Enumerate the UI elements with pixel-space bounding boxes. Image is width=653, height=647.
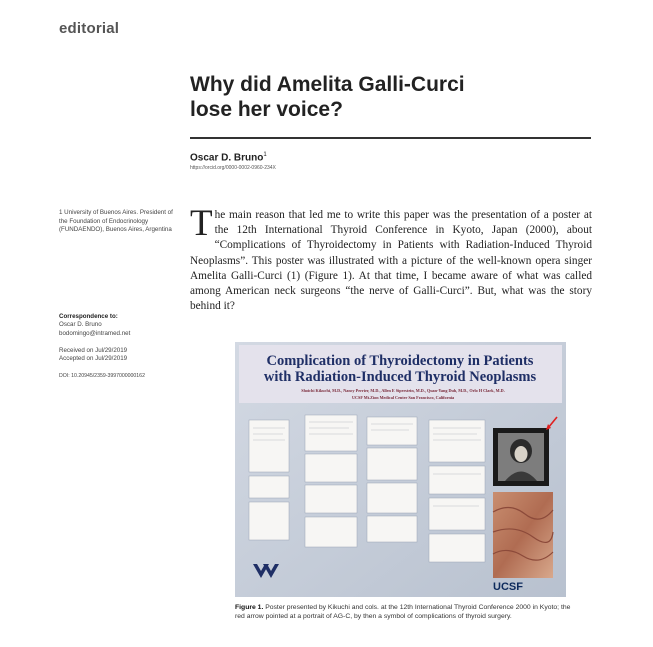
title-line-1: Why did Amelita Galli-Curci xyxy=(190,73,465,96)
affiliation: 1 University of Buenos Aires. President of the Foundation of Endocrinology (FUNDAENDO), Buenos Aires, Argentina xyxy=(59,209,173,234)
poster-panel xyxy=(305,454,357,482)
dates-block xyxy=(59,347,184,364)
title-line-2: lose her voice? xyxy=(190,98,343,121)
poster-panel xyxy=(429,420,485,462)
drop-cap: T xyxy=(190,203,213,244)
correspondence-block xyxy=(59,313,184,338)
poster-panel xyxy=(305,517,357,547)
poster-title-line-1: Complication of Thyroidectomy in Patients xyxy=(266,353,534,369)
poster-panel xyxy=(429,466,485,494)
poster-panel xyxy=(429,498,485,530)
author-text: Oscar D. Bruno xyxy=(190,152,264,164)
ucsf-logo: UCSF xyxy=(493,581,523,593)
poster-affiliation: UCSF Mt.Zion Medical Center San Francisco, California xyxy=(351,395,455,400)
poster-panel xyxy=(429,534,485,562)
surgery-photo xyxy=(493,492,553,578)
figure-caption xyxy=(235,603,571,621)
poster-panel xyxy=(305,485,357,513)
received-date: Received on Jul/29/2019 xyxy=(59,347,128,354)
figure-1-photo xyxy=(235,342,566,597)
article-title xyxy=(190,72,520,122)
portrait-figure-face xyxy=(515,446,528,462)
poster-panel xyxy=(249,502,289,540)
title-divider xyxy=(190,137,591,139)
poster-title-line-2: with Radiation-Induced Thyroid Neoplasms xyxy=(263,369,537,385)
body-text: he main reason that led me to write this paper was the presentation of a poster at the 12th International Thyroid Conference in Kyoto, Japan (2000), about “Complications of Thyroidectomy in Patients with Radiation-Induced Thyroid Neoplasms”. This poster was illustrated with a picture of the well-known opera singer Amelita Galli-Curci (1) (Figure 1). At that time, I became aware of what was called among American neck surgeons “the nerve of Galli-Curci”. But, what was the story behind it? xyxy=(190,209,592,313)
body-paragraph xyxy=(190,203,592,314)
orcid-link[interactable]: https://orcid.org/0000-0002-0960-234X xyxy=(190,165,276,171)
accepted-date: Accepted on Jul/29/2019 xyxy=(59,355,128,363)
correspondence-heading: Correspondence to: xyxy=(59,313,118,320)
poster-panel xyxy=(367,417,417,445)
caption-label: Figure 1. xyxy=(235,604,264,611)
poster-panel xyxy=(367,483,417,513)
poster-panel xyxy=(367,516,417,542)
poster-panel xyxy=(367,448,417,480)
author-superscript: 1 xyxy=(263,152,267,158)
poster-panels xyxy=(249,415,485,562)
correspondence-name: Oscar D. Bruno xyxy=(59,321,102,329)
poster-panel xyxy=(249,476,289,498)
author-name xyxy=(190,152,267,163)
poster-authors: Shoichi Kikuchi, M.D., Nancy Perrier, M.D., Allen E Siperstein, M.D., Quan-Yang Duh, M.D., Orlo H Clark, M.D. xyxy=(301,388,505,393)
caption-text: Poster presented by Kikuchi and cols. at the 12th International Thyroid Conference 2000 in Kyoto; the red arrow pointed at a portrait of AG-C, by then a symbol of complications of thyroid surgery. xyxy=(235,604,571,621)
doi[interactable]: DOI: 10.20945/2359-3997000000162 xyxy=(59,373,145,379)
correspondence-email[interactable]: bodomingo@intramed.net xyxy=(59,329,131,337)
section-label: editorial xyxy=(59,20,120,37)
poster-panel xyxy=(305,415,357,451)
